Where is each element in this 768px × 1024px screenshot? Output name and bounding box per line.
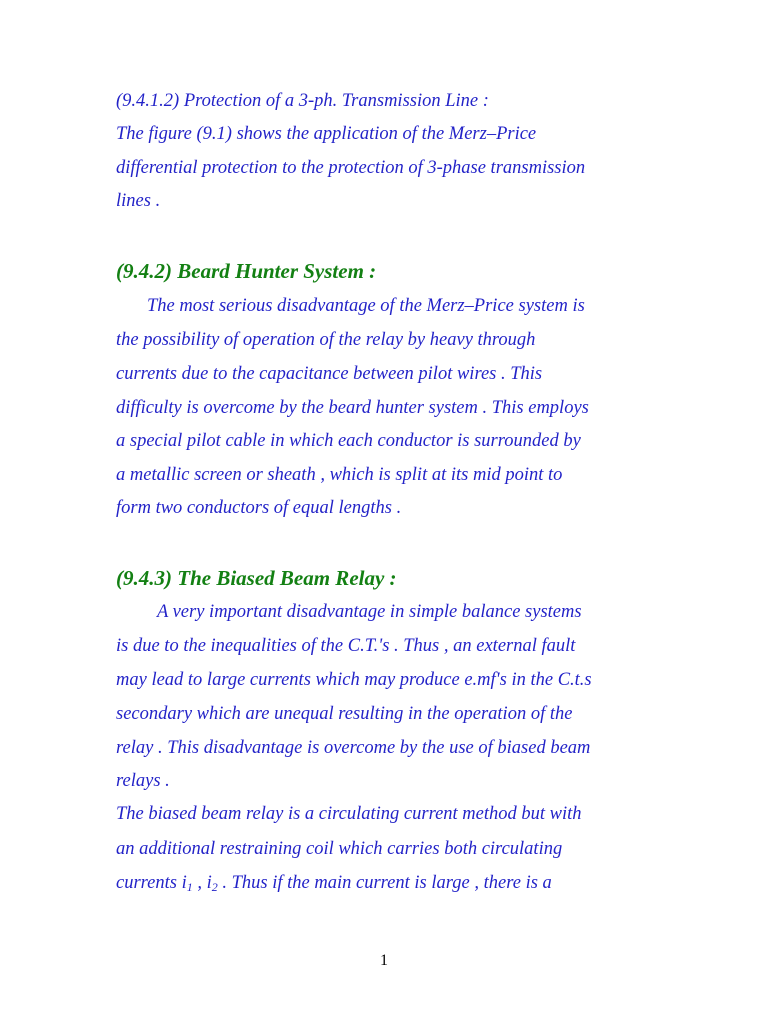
paragraph-line: an additional restraining coil which carries both circulating [116,839,563,859]
paragraph-line: The most serious disadvantage of the Merz–Price system is [147,296,585,316]
paragraph-line: secondary which are unequal resulting in the operation of the [116,704,573,724]
paragraph-line: a metallic screen or sheath , which is split at its mid point to [116,465,563,485]
paragraph-line: a special pilot cable in which each conductor is surrounded by [116,431,581,451]
text-fragment: currents i [116,873,187,893]
paragraph-line-with-subscripts [116,872,552,898]
paragraph-line: The figure (9.1) shows the application of the Merz–Price [116,124,537,144]
subscript: 1 [186,880,193,894]
paragraph-line: relay . This disadvantage is overcome by the use of biased beam [116,738,591,758]
paragraph-line: form two conductors of equal lengths . [116,498,402,518]
paragraph-line: may lead to large currents which may produce e.mf's in the C.t.s [116,670,592,690]
paragraph-line: A very important disadvantage in simple balance systems [157,602,582,622]
paragraph-line: is due to the inequalities of the C.T.'s . Thus , an external fault [116,636,576,656]
page-number: 1 [380,952,388,969]
section-heading: (9.4.2) Beard Hunter System : [116,259,377,283]
paragraph-line: differential protection to the protection of 3-phase transmission [116,158,586,178]
paragraph-line: The biased beam relay is a circulating current method but with [116,804,582,824]
subscript: 2 [211,880,218,894]
subsection-title: (9.4.1.2) Protection of a 3-ph. Transmission Line : [116,91,489,111]
paragraph-line: currents due to the capacitance between pilot wires . This [116,364,543,384]
text-fragment: . Thus if the main current is large , there is a [217,873,552,893]
paragraph-line: the possibility of operation of the relay by heavy through [116,330,536,350]
section-heading: (9.4.3) The Biased Beam Relay : [116,566,397,590]
text-fragment: , i [192,873,212,893]
paragraph-line: relays . [116,771,170,791]
paragraph-line: difficulty is overcome by the beard hunter system . This employs [116,398,589,418]
paragraph-line: lines . [116,191,161,211]
